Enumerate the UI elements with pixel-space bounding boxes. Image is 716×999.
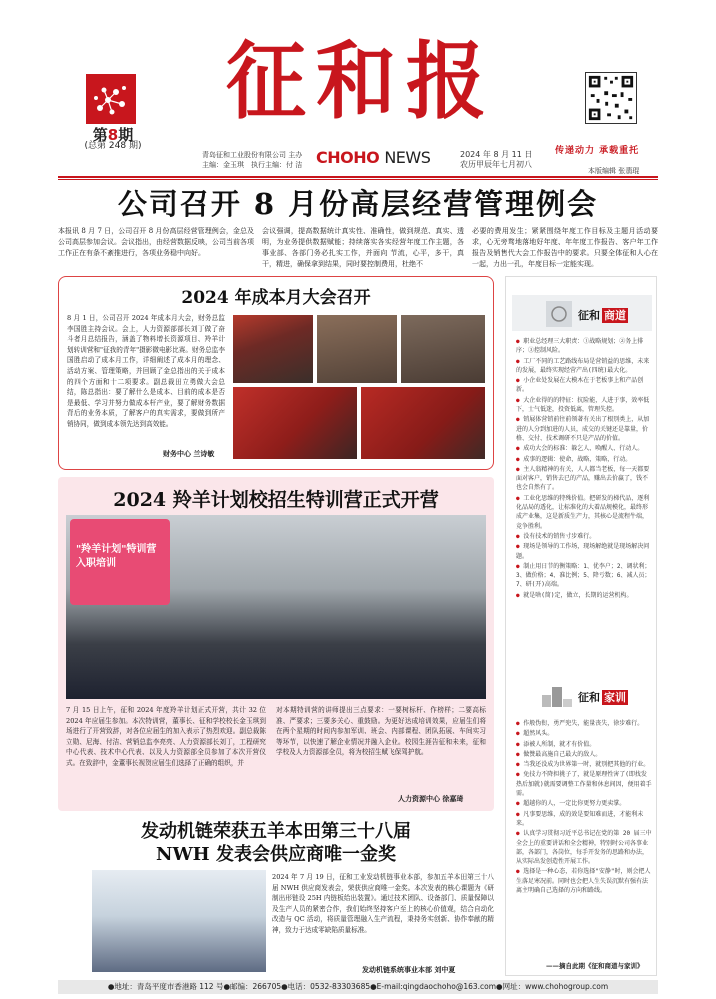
training-group-photo [66,515,486,699]
list-item: ● 主人翁精神的有关，人人都当老板，每一天都要面对客户，销售去已的产品，赚出去价赢了，钱不也会自然有了。 [516,465,652,493]
list-item: ● 大企业得的的特征：抗险能，人进于事，效率低下，士气低迷，投资低离，管理失控。 [516,396,652,415]
family-rules-list [516,719,652,896]
logo-dots-icon [86,74,136,124]
divider [58,176,658,178]
main-headline: 公司召开 8 月份高层经营管理例会 [117,187,599,221]
article-body-col1: 7 月 15 日上午，征和 2024 年度羚羊计划正式开营，共计 32 位 2024 年应届生参加。本次特训营，董事长、征和学校校长金玉琪到场进行了开营致辞，对各位应届生的加入表示了热烈欢迎。副总裁陈立勋、尼海、付洁、营销总监李亮亮、人力资源部长刘丁，工程研究中心代表、技术中心代表、以及人力资源部全员参加了本次开营仪式。在致辞中，金董事长视贺应届生们选择了正确的组织，并 [66,706,266,767]
article-title-line2: NWH 发表会供应商唯一金奖 [156,844,396,865]
section-header-business-way: 征和 商道 [512,295,652,331]
list-item: ● 选择是一种心态，若你选择"安静"时，则会把人生落足寒况前。同时也会把人生失误沉默有强有法离主明确自己选择的方向和路线。 [516,867,652,895]
award-photo [92,870,266,972]
lead-column-3: 必要的费用发生；紧紧围绕年度工作目标及主题月活动要求，心无旁骛地落地好年度、年年度工作报告、客户年工作报告及销售代大会工作报告中的要求。只要全体征和人心在一起，力出一孔，年度目标一定能实现。 [472,227,658,268]
speaker-photo [317,315,397,383]
list-item: ● 就是啥(简)定，做立，长期的运营机构。 [516,591,652,600]
event-banner: "羚羊计划"特训营 入职培训 [70,519,170,605]
list-item: ● 成功大会的标准：躲乞人、唤醒人、行动人。 [516,444,652,453]
meeting-photo [233,315,313,383]
list-item: ● 免技力不降担挑子了，就是原理性害了(即找发热后加就)就需要调整工作量和休息间因，便用着手需。 [516,770,652,798]
lead-column-1: 本报讯 8 月 7 日，公司召开 8 月份高层经营管理例会，金总及公司高层参加会议。会议指出，由经营数据反映，公司当前各项工作正在有条不紊推进行，各项业务稳中向好。 [58,227,254,257]
article-title: 2024 年成本月大会召开 [181,288,371,308]
newspaper-masthead: 征和报 [226,31,496,131]
list-item: ● 制止用日节的衡策略：1、优李户；2、调状利；3、做价格；4、准比例；5、降亏数；6、减人员；7、研(开)高端。 [516,562,652,590]
article-training-camp [58,477,494,811]
list-item: ● 工业化思维的特殊价值。把研发的梯代品，逐利化品局的透化，让标准化的大着品规模化，最终形成产业集，这是新质生产力，其核心是流程牛端，竞争胜利。 [516,494,652,531]
company-logo [86,74,136,124]
issue-number: 第8期 (总第 248 期) [84,126,142,151]
lead-column-2: 会议强调，提高数据统计真实性、准确性，做到规范、真实、透明，为业务提供数据赋能；持续落实各实经营年度工作主题，各事业部、各部门务必扎实工作，并面向 节流，心平，多干，真干，精进，确保拿到结果，同时要控制费用，杜绝不 [262,227,464,268]
list-item: ● 添被人所制，就才有价值。 [516,740,652,749]
list-item: ● 职业总经理三大职责：①战略规划；②务上排序；③控制风险。 [516,337,652,356]
section-header-family-rules: 征和 家训 [512,677,652,713]
stage-photo [361,387,485,459]
list-item: ● 现场是领导的工作场，现场解绝就是现场解决问题。 [516,542,652,561]
sidebar-column [505,276,657,976]
section-icon [546,301,572,327]
list-item: ● 销展体营销前往前领著有关出了根别类上，从加进的人分到加进的人员，成交的关键还是靠量，价格、交付、技术调研不只是产品的价值。 [516,415,652,443]
list-item: ● 做赞最高施自己最大的敌人。 [516,750,652,759]
list-item: ● 小企业处发展在大模木在于老板事上和产品创新。 [516,376,652,395]
slogan: 传递动力 承载重托 [555,146,640,156]
podium-icon [540,681,574,709]
qr-code [585,72,637,124]
brand-logo: CHOHO NEWS [316,148,431,167]
article-body: 2024 年 7 月 19 日，征和工业发动机链事业本部，参加五羊本田第三十八届 NWH 供应商发表会，荣获供应商唯一金奖。本次发表的核心课题为《研制出形链设 25H 内链板给出装置》。通过技术团队、设备部门、质量保障以及生产人员的紧密合作，我们始终坚持客户至上的核心价值观，结合自动化改造与 QC 活动，将质量管理融入生产流程，秉持务实创新、协作奉献的精神，致力于达成零缺陷质量标准。 [272,873,494,934]
list-item: ● 认真学习贯彻习近平总书记在党的第 20 届三中全会上的重要讲话和全会精神，特别时公司各事业部，各部门，各岗位，每手开发务的思路和办法，从实际出发创造性开展工作。 [516,829,652,866]
article-cost-month [58,276,494,470]
stage-photo [233,387,357,459]
list-item: ● 超然风头。 [516,729,652,738]
article-signature: 人力资源中心 徐嘉琦 [398,795,464,803]
article-body: 8 月 1 日，公司召开 2024 年成本月大会，财务总监李国胜主持会议。会上，人力资源部部长刘丁做了奋斗者月总结报告，涵盖了物料增长资源项目、羚羊计划转训营和"征我的青年"摄影微电影比赛。财务总监李国胜启动了成本月工作，详细阐述了成本月的理念、活动方案、管理策略，并回顾了金总指出的关于成本的四个方面和十二项要求。副总裁田立勇做大会总结，陈总指出：要了解什么是成本、目前的成本是否是最低、学习并努力做成本杆产业，要了解财务数据背后的业务本质，了解客户的真实需求，要做到所产销协同，做到成本领先达到高效能。 [67,314,225,428]
speaker-photo [401,315,485,383]
sidebar-source: ——摘自此期《征和商道与家训》 [546,962,644,970]
list-item: ● 超越你的人，一定比你更努力更卖掌。 [516,799,652,808]
issue-date: 2024 年 8 月 11 日 农历甲辰年七月初八 [460,150,533,169]
list-item: ● 凡事要思维，成的效是要知难而进，才能利未来。 [516,810,652,829]
footer-contact: ●地址：青岛平度市香港路 112 号●邮编：266705●电话：0532-83303685●E-mail:qingdaochoho@163.com●网址：www.chohogroup.com [58,980,658,994]
list-item: ● 当我还没成为世界第一时，就别把其他的行业。 [516,760,652,769]
article-signature: 发动机链系统事业本部 刘中夏 [362,966,456,974]
list-item: ● 成事的逻辑：使命，战略，策略，行动。 [516,455,652,464]
article-award [58,820,494,866]
business-way-list [516,337,652,601]
page-editor: 本版编辑 张翡琨 [588,167,640,175]
publisher-info: 青岛征和工业股份有限公司 主办 主编：金玉琪 执行主编：付 洁 [202,151,303,169]
article-body-col2: 对本期特训营的讲师提出三点要求：一要树标杆、作榜样；二要高标准、严要求；三要多关心、重鼓励。为更好达成培训效果，应届生们将在两个星期的时间内参加军训、班会、内部课程、团队拓展、车间实习等环节，以快速了解企业情况并融入企业。校园生涯告征和未来，征和学校及人力资源部全员，将为校招生赋飞保驾护航。 [276,706,486,757]
list-item: ● 工厂不同的工艺路线布局是营销益的思维，未来的发展，最终实现经营产出(四统)最大化。 [516,357,652,376]
divider [58,179,658,180]
article-title: 2024 羚羊计划校招生特训营正式开营 [113,489,439,511]
article-title-line1: 发动机链荣获五羊本田第三十八届 [141,821,411,842]
list-item: ● 作般伪衔，勇严兜失，能量丧失，徐步难行。 [516,719,652,728]
article-signature: 财务中心 兰诗敏 [163,450,215,458]
list-item: ● 没有技术的销售寸步难行。 [516,532,652,541]
